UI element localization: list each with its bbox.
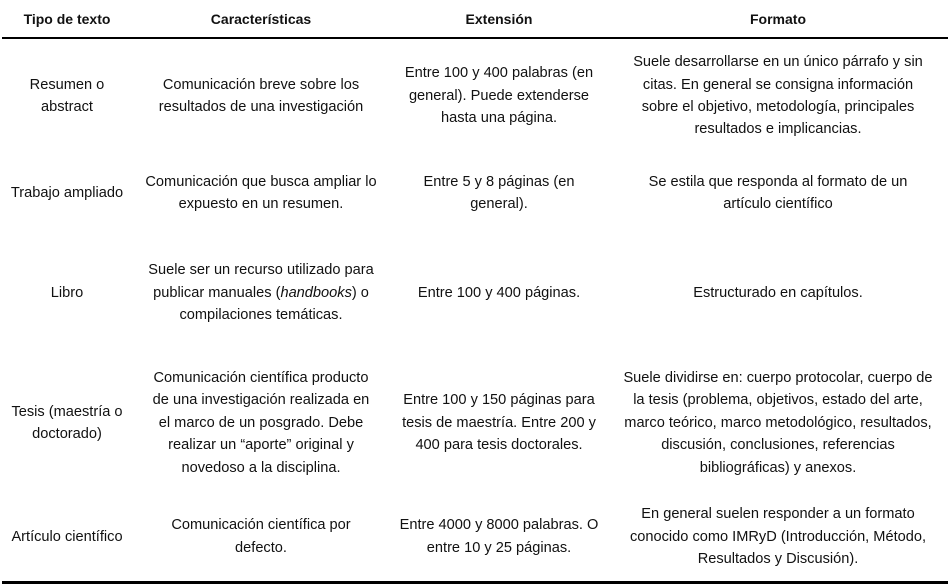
- cell-caracteristicas: Comunicación breve sobre los resultados de una investigación: [158, 76, 364, 115]
- header-tipo-de-texto: Tipo de texto: [2, 0, 132, 38]
- table-row: [2, 493, 948, 582]
- cell-extension: Entre 100 y 400 páginas.: [417, 284, 581, 301]
- cell-extension: Entre 5 y 8 páginas (en general).: [423, 173, 575, 212]
- header-extension: Extensión: [390, 0, 608, 38]
- cell-extension: Entre 4000 y 8000 palabras. O entre 10 y 25 páginas.: [390, 493, 608, 582]
- cell-tipo: Trabajo ampliado: [10, 184, 124, 201]
- caracteristicas-text-post: ) o compilaciones temáticas.: [179, 284, 369, 324]
- cell-formato: Estructurado en capítulos.: [693, 284, 863, 301]
- cell-formato: En general suelen responder a un formato conocido como IMRyD (Introducción, Método, Resultados y Discusión).: [608, 493, 948, 582]
- cell-formato: Se estila que responda al formato de un artículo científico: [648, 173, 908, 212]
- caracteristicas-text-pre: Suele ser un recurso utilizado para publicar manuales (: [148, 262, 374, 301]
- cell-tipo: Libro: [50, 284, 84, 301]
- table-row: [2, 153, 948, 233]
- cell-extension: Entre 100 y 400 palabras (en general). Puede extenderse hasta una página.: [404, 65, 594, 127]
- cell-tipo: Tesis (maestría o doctorado): [11, 403, 123, 442]
- cell-tipo: Resumen o abstract: [29, 76, 105, 115]
- cell-formato: Suele desarrollarse en un único párrafo y sin citas. En general se consigna información sobre el objetivo, metodología, principales resultados e implicancias.: [633, 54, 923, 138]
- handbooks-emphasis: handbooks: [280, 284, 352, 301]
- header-caracteristicas: Características: [132, 0, 390, 38]
- table-row: [2, 38, 948, 153]
- cell-tipo: Artículo científico: [2, 493, 132, 582]
- table-header-row: [2, 0, 948, 38]
- table-row: [2, 233, 948, 353]
- header-formato: Formato: [608, 0, 948, 38]
- text-types-table: [2, 0, 948, 584]
- cell-caracteristicas: Comunicación científica por defecto.: [132, 493, 390, 582]
- cell-caracteristicas: [132, 233, 390, 353]
- cell-caracteristicas: Comunicación científica producto de una investigación realizada en el marco de un posgrado. Debe realizar un “aporte” original y novedoso a la disciplina.: [152, 369, 370, 476]
- cell-caracteristicas: Comunicación que busca ampliar lo expuesto en un resumen.: [145, 173, 377, 212]
- cell-extension: Entre 100 y 150 páginas para tesis de maestría. Entre 200 y 400 para tesis doctorales.: [402, 392, 596, 454]
- table-row: [2, 353, 948, 493]
- cell-formato: Suele dividirse en: cuerpo protocolar, cuerpo de la tesis (problema, objetivos, estado del arte, marco teórico, marco metodológico, resultados, discusión, conclusiones, referencias bibliográficas) y anexos.: [623, 369, 933, 476]
